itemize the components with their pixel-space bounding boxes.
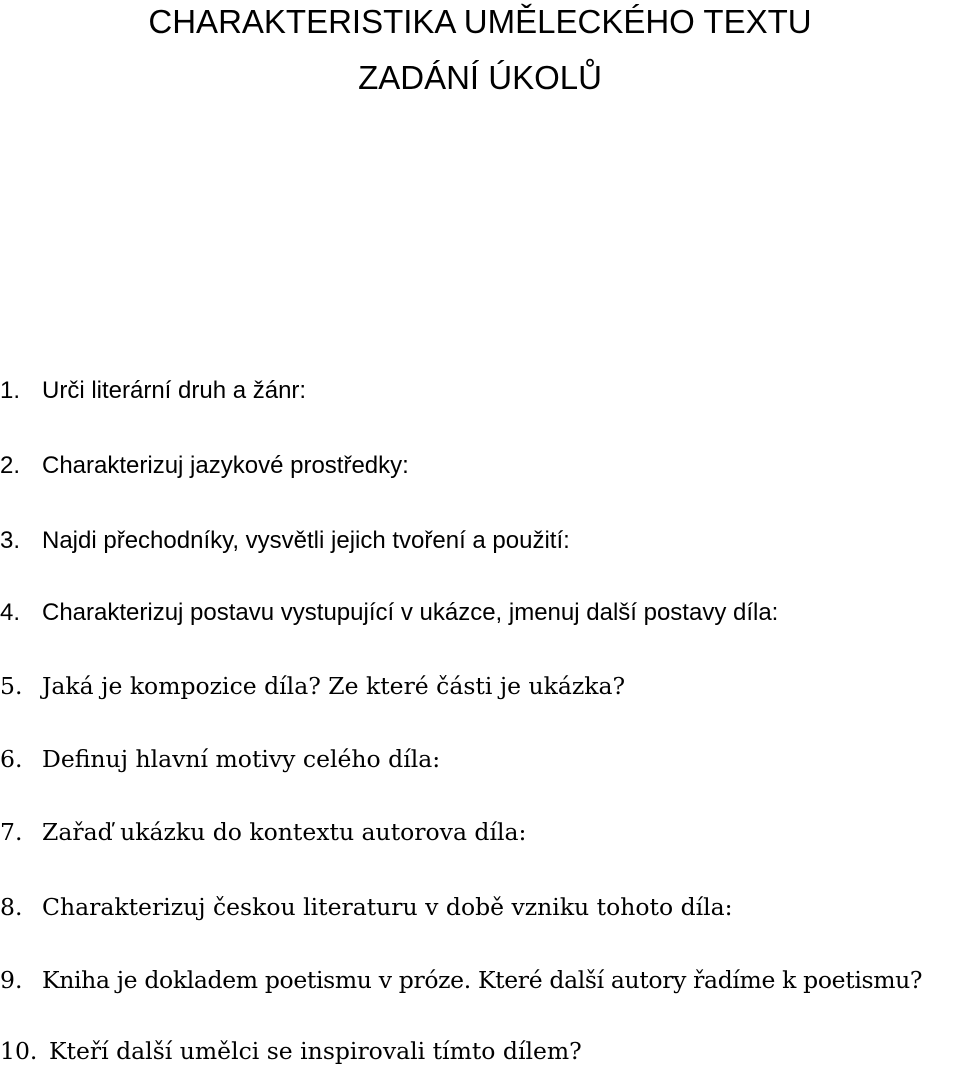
- task-text: Kteří další umělci se inspirovali tímto dílem?: [49, 1037, 582, 1065]
- task-number: 1.: [0, 377, 21, 404]
- document-subtitle: ZADÁNÍ ÚKOLŮ: [358, 59, 602, 96]
- task-number: 6.: [0, 745, 23, 773]
- task-item: [0, 891, 733, 923]
- task-item: [0, 597, 778, 629]
- task-number: 10.: [0, 1037, 38, 1065]
- task-number: 3.: [0, 527, 21, 554]
- task-item: [0, 670, 625, 702]
- task-item: [0, 450, 409, 482]
- task-text: Charakterizuj českou literaturu v době vzniku tohoto díla:: [42, 893, 733, 921]
- task-text: Jaká je kompozice díla? Ze které části je ukázka?: [42, 672, 626, 700]
- task-text: Zařaď ukázku do kontextu autorova díla:: [42, 818, 527, 846]
- task-number: 2.: [0, 452, 21, 479]
- task-item: [0, 525, 570, 557]
- task-text: Urči literární druh a žánr:: [42, 377, 307, 404]
- task-text: Charakterizuj postavu vystupující v ukázce, jmenuj další postavy díla:: [42, 599, 779, 626]
- task-text: Charakterizuj jazykové prostředky:: [42, 452, 409, 479]
- document-title: CHARAKTERISTIKA UMĚLECKÉHO TEXTU: [148, 3, 812, 40]
- task-number: 7.: [0, 818, 23, 846]
- task-text: Definuj hlavní motivy celého díla:: [42, 745, 441, 773]
- task-number: 4.: [0, 599, 21, 626]
- task-item: [0, 816, 526, 848]
- task-item: [0, 743, 440, 775]
- task-item: [0, 964, 922, 996]
- task-item: [0, 1035, 582, 1067]
- task-number: 8.: [0, 893, 23, 921]
- task-text: Najdi přechodníky, vysvětli jejich tvoření a použití:: [42, 527, 570, 554]
- task-text: Kniha je dokladem poetismu v próze. Které další autory řadíme k poetismu?: [42, 966, 923, 994]
- task-item: [0, 375, 306, 407]
- task-number: 5.: [0, 672, 23, 700]
- task-number: 9.: [0, 966, 23, 994]
